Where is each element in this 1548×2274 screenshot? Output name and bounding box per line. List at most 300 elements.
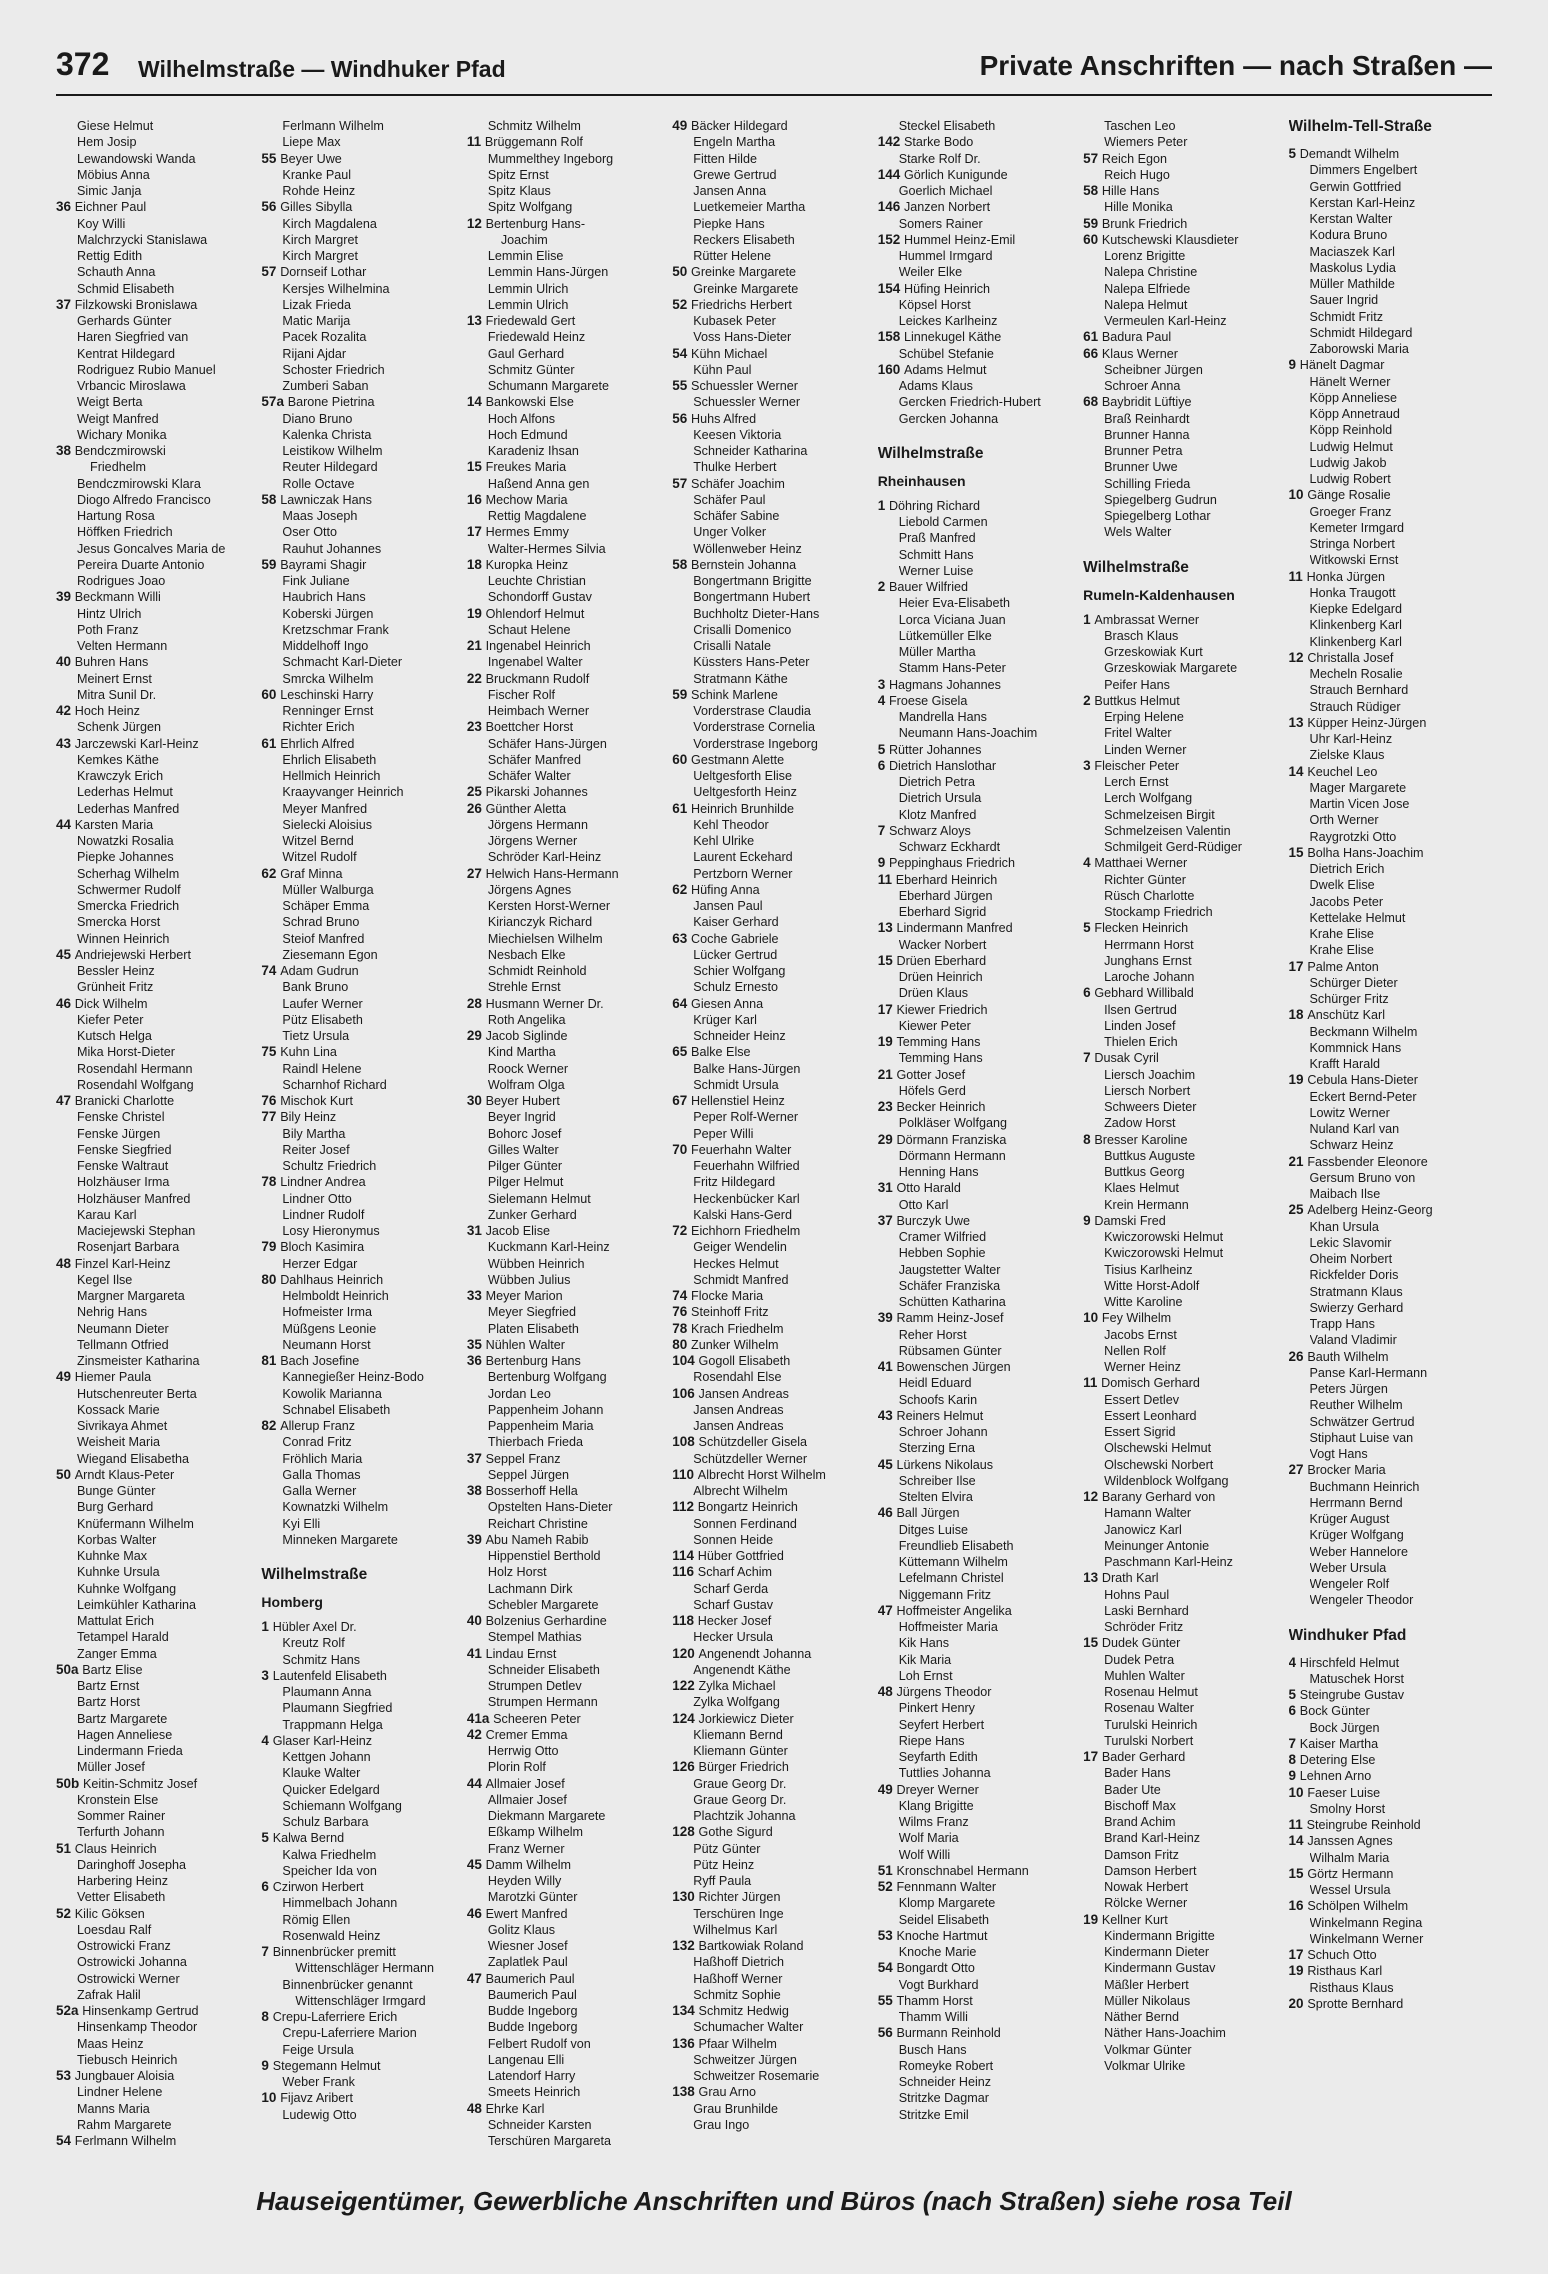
list-item: Köpp Annetraud [1309,407,1400,421]
list-item: Heckenbücker Karl [693,1191,800,1206]
resident-name: Angenendt Johanna [698,1646,812,1661]
list-item: Gerhards Günter [77,314,172,328]
resident-name: Schink Marlene [691,687,778,702]
list-item [672,687,875,703]
list-item [1289,1898,1492,1914]
list-item: Scherhag Wilhelm [77,866,180,881]
resident-name: Gestmann Alette [691,752,785,767]
list-item: Stritzke Emil [898,2107,969,2122]
list-item [878,1457,1081,1473]
directory-column-4 [672,118,875,2174]
resident-name: Kutschewski Klausdieter [1101,232,1239,247]
list-item [261,1093,464,1109]
list-item: Platen Elisabeth [487,1321,579,1336]
list-item [878,1505,1081,1521]
list-item: Lizak Frieda [282,297,352,312]
house-number: 25 [466,784,486,800]
list-item: Lefelmann Christel [898,1571,1004,1586]
list-item: Schmelzeisen Valentin [1104,823,1231,838]
list-item: Terfurth Johann [77,1825,165,1840]
list-item: Plaumann Anna [282,1685,372,1699]
house-number: 60 [672,751,692,767]
list-item: Fenske Christel [77,1110,165,1125]
house-number: 42 [56,703,75,718]
list-item: Eberhard Jürgen [898,888,993,903]
list-item: Rübsamen Günter [898,1343,1002,1358]
list-item: Herrwig Otto [487,1744,559,1758]
list-item: Rosenau Helmut [1104,1685,1198,1699]
house-number: 23 [466,719,486,735]
page-header [56,46,1492,96]
list-item [261,1272,464,1288]
resident-name: Kilic Göksen [74,1906,145,1921]
list-item: Vogt Hans [1309,1447,1368,1461]
resident-name: Bily Heinz [280,1110,337,1125]
list-item: Brand Karl-Heinz [1104,1831,1201,1846]
list-item: Jansen Anna [693,184,767,198]
resident-name: Barone Pietrina [287,395,375,410]
list-item: Bischoff Max [1104,1798,1176,1813]
list-item [878,1960,1081,1976]
list-item: Friedewald Heinz [487,330,586,345]
resident-name: Hagmans Johannes [888,677,1001,692]
list-item: Trappmann Helga [282,1717,383,1732]
list-item: Korbas Walter [77,1532,157,1547]
list-item [878,872,1081,888]
list-item: Schroer Anna [1104,379,1181,393]
list-item: Panse Karl-Hermann [1309,1365,1428,1380]
list-item: Lücker Gertrud [693,947,778,962]
list-item: Schweitzer Jürgen [693,2052,797,2067]
resident-name: Husmann Werner Dr. [485,996,604,1011]
list-item: Witkowski Ernst [1309,553,1399,568]
list-item: Krahe Elise [1309,943,1374,958]
house-number: 120 [672,1645,699,1661]
list-item: Schauth Anna [77,265,156,280]
resident-name: Finzel Karl-Heinz [74,1256,171,1271]
resident-name: Lindau Ernst [485,1646,557,1661]
list-item: Loh Ernst [898,1668,953,1683]
list-item: Rijani Ajdar [282,346,347,361]
house-number: 50a [56,1661,83,1677]
list-item: Reiter Josef [282,1142,350,1157]
list-item [878,1002,1081,1018]
house-number: 110 [672,1466,698,1482]
list-item: Beckmann Wilhelm [1309,1024,1418,1039]
list-item: Strumpen Detlev [487,1679,582,1693]
house-number: 9 [877,855,889,871]
resident-name: Schäfer Joachim [691,476,785,491]
resident-name: Nühlen Walter [485,1337,565,1352]
house-number: 55 [877,1992,897,2008]
list-item: Hem Josip [77,135,137,150]
list-item: Plorin Rolf [487,1760,546,1775]
list-item: Spiegelberg Gudrun [1104,492,1217,507]
resident-name: Schuessler Werner [691,379,798,393]
list-item: Kuckmann Karl-Heinz [487,1240,610,1255]
resident-name: Zunker Wilhelm [691,1337,779,1352]
list-item: Kliemann Bernd [693,1727,783,1742]
list-item [878,1213,1081,1229]
list-item: Richter Günter [1104,872,1186,887]
list-item: Bank Bruno [282,980,349,995]
list-item: Ludewig Otto [282,2107,357,2122]
list-item [56,1467,259,1483]
house-number: 79 [261,1239,281,1255]
list-item: Jaugstetter Walter [898,1262,1001,1277]
list-item [672,378,875,394]
list-item [56,1841,259,1857]
list-item [1289,1996,1492,2012]
list-item: Otto Karl [898,1197,949,1212]
house-number: 6 [261,1879,273,1894]
list-item [261,1239,464,1255]
list-item: Taschen Leo [1104,119,1176,133]
list-item: Crisalli Domenico [693,622,792,637]
house-number: 132 [672,1938,699,1953]
list-item: Maciejewski Stephan [77,1224,196,1238]
list-item: Koy Willi [77,216,126,231]
list-item: Wöllenweber Heinz [693,541,802,556]
list-item [1083,1375,1286,1391]
house-number: 59 [1083,215,1102,231]
resident-name: Jürgens Theodor [896,1685,992,1699]
resident-name: Fijavz Aribert [280,2091,353,2106]
resident-name: Binnenbrücker premitt [272,1945,396,1959]
house-number: 58 [672,556,692,572]
list-item [261,199,464,215]
house-number: 62 [672,881,692,897]
list-item: Buttkus Auguste [1104,1148,1196,1163]
house-number: 30 [466,1093,486,1108]
list-item: Pappenheim Maria [487,1419,594,1433]
list-item: Schweitzer Rosemarie [693,2069,820,2083]
house-number: 14 [1288,763,1308,779]
house-number: 33 [466,1288,486,1303]
resident-name: Bowenschen Jürgen [896,1360,1011,1374]
list-item: Feuerhahn Wilfried [693,1159,800,1173]
list-item: Himmelbach Johann [282,1896,398,1911]
list-item: Stamm Hans-Peter [898,661,1006,676]
list-item: Olschewski Helmut [1104,1441,1212,1456]
house-number: 53 [877,1927,897,1943]
list-item: Vogt Burkhard [898,1977,979,1992]
list-item [56,1256,259,1272]
list-item: Gerwin Gottfried [1309,179,1402,194]
list-item [261,1879,464,1895]
resident-name: Dick Wilhelm [74,996,148,1011]
house-number: 12 [1288,649,1308,665]
house-number: 51 [56,1840,75,1856]
list-item: Hofmeister Irma [282,1305,372,1320]
list-item: Turulski Heinrich [1104,1717,1198,1732]
list-item [1289,1349,1492,1365]
list-item-continuation: Joachim [500,232,548,247]
list-item: Poth Franz [77,622,139,637]
list-item: Fenske Siegfried [77,1142,172,1157]
list-item: Speicher Ida von [282,1863,377,1878]
list-item [467,1451,670,1467]
house-number: 136 [672,2035,699,2051]
list-item [56,297,259,313]
list-item: Piepke Johannes [77,850,174,865]
house-number: 4 [877,692,889,708]
list-item [672,2084,875,2100]
resident-name: Domisch Gerhard [1101,1376,1200,1391]
list-item: Quicker Edelgard [282,1782,380,1797]
list-item: Zaplatlek Paul [487,1955,568,1970]
list-item: Essert Sigrid [1104,1425,1176,1439]
list-item: Schmilgeit Gerd-Rüdiger [1104,840,1242,854]
list-item: Kwiczorowski Helmut [1104,1246,1224,1261]
resident-name: Barany Gerhard von [1101,1490,1216,1504]
house-number: 8 [1083,1131,1095,1147]
list-item: Budde Ingeborg [487,2004,578,2018]
list-item [672,2036,875,2052]
house-number: 19 [877,1034,897,1049]
list-item: Ludwig Helmut [1309,439,1393,454]
list-item: Kiewer Peter [898,1018,971,1033]
resident-name: Flocke Maria [691,1289,764,1303]
list-item: Hintz Ulrich [77,606,142,621]
list-item: Kiepke Edelgard [1309,602,1402,616]
list-item: Busch Hans [898,2042,967,2057]
resident-name: Bernstein Johanna [691,557,797,572]
house-number: 61 [672,800,692,816]
list-item: Nalepa Helmut [1104,297,1188,312]
list-item: Buttkus Georg [1104,1165,1185,1179]
list-item: Kettelake Helmut [1309,910,1406,925]
list-item [467,557,670,573]
list-item [467,313,670,329]
house-number: 47 [466,1970,486,1986]
list-item [672,752,875,768]
list-item: Hagen Anneliese [77,1727,173,1742]
list-item [1289,1963,1492,1979]
house-number: 39 [466,1531,486,1547]
resident-name: Klaus Werner [1101,346,1178,361]
house-number: 2 [1083,692,1095,708]
list-item: Küttemann Wilhelm [898,1555,1008,1569]
list-item: Kraayvanger Heinrich [282,785,404,800]
list-item: Niggemann Fritz [898,1587,992,1602]
resident-name: Beckmann Willi [74,590,161,605]
resident-name: Fassbender Eleonore [1307,1154,1428,1169]
list-item [261,1944,464,1960]
list-item: Mika Horst-Dieter [77,1045,175,1060]
list-item [467,1971,670,1987]
list-item: Jesus Goncalves Maria de [77,541,226,556]
list-item: Mummelthey Ingeborg [487,151,614,166]
resident-name: Albrecht Horst Wilhelm [697,1467,826,1482]
resident-name: Ferlmann Wilhelm [74,2134,177,2148]
list-item: Schumann Margarete [487,379,609,393]
list-item [467,784,670,800]
list-item [672,1938,875,1954]
resident-name: Scharf Achim [697,1565,772,1580]
house-number: 128 [672,1824,699,1840]
house-number: 11 [1288,1817,1307,1832]
list-item: Schmitz Wilhelm [487,119,581,133]
header-rule [56,94,1492,96]
list-item [467,606,670,622]
house-number: 7 [1083,1050,1095,1066]
resident-name: Cremer Emma [485,1727,568,1742]
house-number: 78 [672,1320,692,1336]
list-item [261,1830,464,1846]
list-item [56,817,259,833]
list-item [1289,1947,1492,1963]
list-item: Fritz Hildegard [693,1175,776,1190]
list-item: Zylka Wolfgang [693,1695,780,1710]
list-item: Kyi Elli [282,1516,321,1531]
resident-name: Friedewald Gert [485,314,576,328]
list-item: Schmitt Hans [898,547,974,562]
house-number: 21 [877,1066,897,1082]
list-item: Bertenburg Wolfgang [487,1370,607,1385]
house-number: 29 [877,1131,897,1147]
list-item: Leuchte Christian [487,574,586,588]
resident-name: Fey Wilhelm [1101,1311,1172,1326]
list-item: Krahe Elise [1309,927,1374,941]
resident-name: Faeser Luise [1307,1785,1381,1800]
resident-name: Adelberg Heinz-Georg [1307,1203,1433,1218]
house-number: 36 [466,1353,486,1368]
list-item: Lemmin Ulrich [487,297,569,312]
list-item [878,1993,1081,2009]
list-item: Plachtzik Johanna [693,1809,796,1823]
list-item: Hartung Rosa [77,509,155,523]
resident-name: Bäcker Hildegard [691,119,788,133]
list-item [56,736,259,752]
house-number: 134 [672,2003,699,2018]
house-number: 62 [261,865,281,881]
list-item: Hippenstiel Berthold [487,1549,601,1563]
list-item: Franz Werner [487,1841,565,1856]
resident-name: Reich Egon [1101,151,1167,166]
list-item: Lindermann Frieda [77,1744,183,1758]
list-item [878,920,1081,936]
resident-name: Döhring Richard [888,498,980,513]
list-item: Müller Josef [77,1760,145,1775]
list-item: Krüger August [1309,1512,1390,1526]
list-item [672,1223,875,1239]
resident-name: Freukes Maria [485,460,567,475]
list-item [672,411,875,427]
resident-name: Janzen Norbert [903,200,991,215]
list-item: Haubrich Hans [282,590,366,605]
list-item: Sauer Ingrid [1309,293,1379,308]
list-item [261,866,464,882]
list-item: Dwelk Elise [1309,878,1375,893]
list-item: Weber Ursula [1309,1560,1387,1575]
resident-name: Buhren Hans [74,655,149,670]
list-item [878,742,1081,758]
list-item: Diano Bruno [282,411,353,426]
list-item: Näther Bernd [1104,2010,1180,2024]
list-item: Schmidt Reinhold [487,964,587,978]
directory-column-7 [1289,118,1492,2174]
resident-name: Ewert Manfred [485,1906,568,1921]
list-item: Witzel Rudolf [282,850,357,865]
house-number: 55 [672,378,692,393]
list-item: Baumerich Paul [487,1987,577,2002]
resident-name: Abu Nameh Rabib [485,1532,589,1547]
list-item: Fenske Jürgen [77,1126,161,1141]
house-number: 74 [672,1288,692,1303]
list-item: Wilhelmus Karl [693,1922,778,1937]
list-item: Vorderstrase Cornelia [693,720,816,735]
list-item: Kownatzki Wilhelm [282,1500,389,1515]
directory-column-1 [56,118,259,2174]
list-item: Muhlen Walter [1104,1668,1185,1683]
list-item: Tisius Karlheinz [1104,1262,1193,1277]
list-item [1289,845,1492,861]
list-item: Schmidt Hildegard [1309,325,1413,340]
list-item [467,1646,670,1662]
list-item: Pappenheim Johann [487,1402,604,1417]
house-number: 19 [1083,1911,1102,1927]
list-item: Kronstein Else [77,1792,159,1807]
list-item: Wübben Heinrich [487,1256,585,1271]
list-item [261,963,464,979]
list-item: Orth Werner [1309,813,1379,828]
list-item: Lewandowski Wanda [77,151,196,166]
house-number: 45 [56,946,75,962]
list-item [878,281,1081,297]
list-item: Groeger Franz [1309,504,1392,519]
list-item: Thamm Willi [898,2010,968,2024]
house-number: 118 [672,1613,698,1628]
list-item: Nowak Herbert [1104,1880,1189,1894]
list-item: Trapp Hans [1309,1317,1375,1331]
list-item: Reher Horst [898,1327,967,1342]
list-item: Schäper Emma [282,899,370,913]
resident-name: Karsten Maria [74,817,154,832]
house-number: 56 [672,410,692,426]
list-item: Schmelzeisen Birgit [1104,807,1215,822]
resident-name: Fennmann Walter [896,1880,997,1894]
house-number: 146 [877,199,904,215]
resident-name: Friedrichs Herbert [691,297,792,312]
list-item: Wichary Monika [77,427,167,442]
house-number: 11 [1288,568,1307,584]
house-number: 76 [261,1093,281,1108]
house-number: 57 [1083,150,1102,166]
resident-name: Graf Minna [280,866,343,881]
list-item: Lorca Viciana Juan [898,612,1006,627]
resident-name: Scheeren Peter [493,1711,581,1726]
house-number: 43 [877,1407,897,1423]
resident-name: Gogoll Elisabeth [698,1354,791,1368]
resident-name: Damski Fred [1094,1213,1166,1228]
list-item: Langenau Elli [487,2052,565,2067]
house-number: 63 [672,930,692,946]
house-number: 17 [1083,1749,1102,1764]
list-item: Schäfer Hans-Jürgen [487,736,607,751]
list-item [672,264,875,280]
list-item: Bartz Ernst [77,1679,140,1693]
directory-column-5 [878,118,1081,2174]
resident-name: Meyer Marion [485,1289,563,1303]
list-item: Damson Herbert [1104,1863,1197,1878]
list-item [672,297,875,313]
house-number: 138 [672,2084,699,2100]
list-item [672,1711,875,1727]
directory-columns [56,118,1492,2174]
list-item [56,996,259,1012]
list-item: Jansen Andreas [693,1402,784,1417]
